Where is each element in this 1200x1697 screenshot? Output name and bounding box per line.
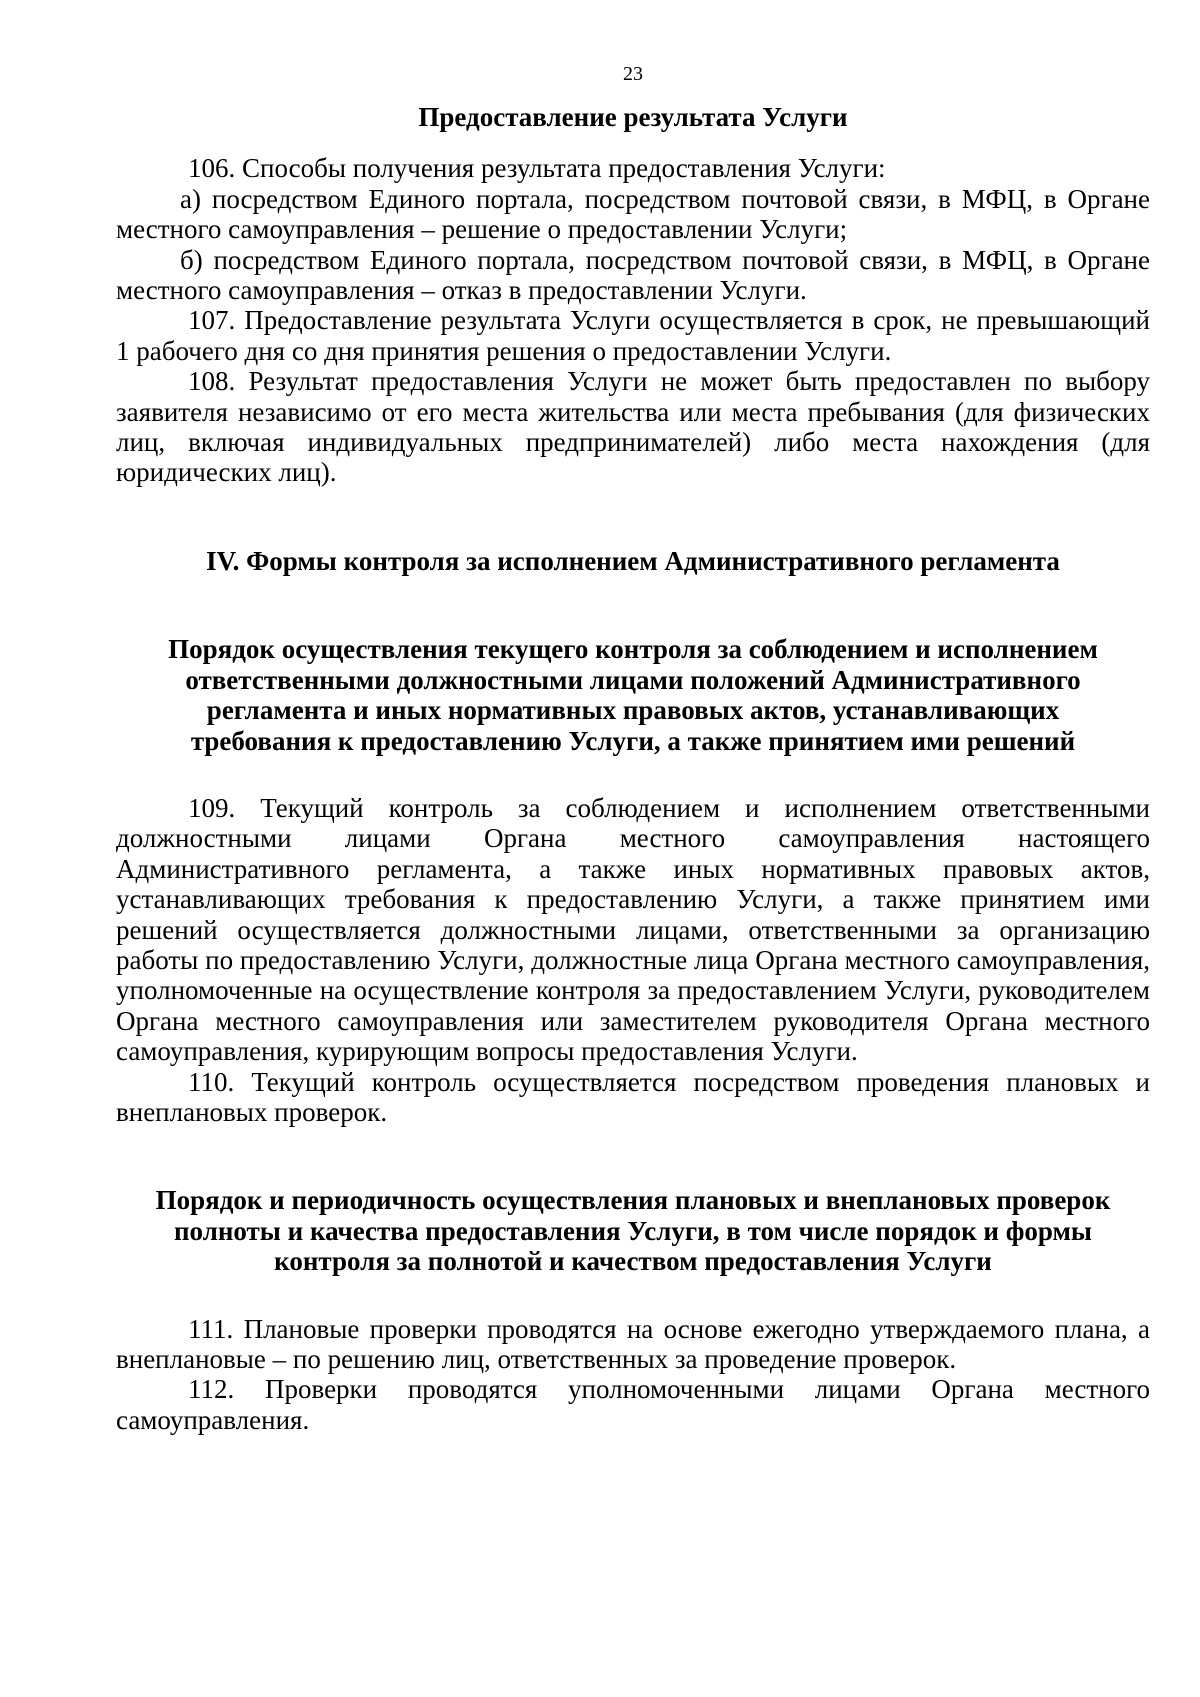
paragraph-106b: б) посредством Единого портала, посредством почтовой связи, в МФЦ, в Органе местного самоуправления – отказ в предоставлении Услуги.: [116, 244, 1150, 306]
document-page: [116, 62, 1150, 1435]
paragraph-110: 110. Текущий контроль осуществляется посредством проведения плановых и внеплановых проверок.: [116, 1066, 1150, 1127]
heading-line: Порядок и периодичность осуществления плановых и внеплановых проверок: [155, 1185, 1111, 1216]
heading-line: Порядок осуществления текущего контроля за соблюдением и исполнением: [168, 634, 1098, 665]
heading-line: регламента и иных нормативных правовых актов, устанавливающих: [206, 695, 1060, 726]
paragraph-106a: а) посредством Единого портала, посредством почтовой связи, в МФЦ, в Органе местного самоуправления – решение о предоставлении Услуги;: [116, 183, 1150, 245]
section-heading-inspections: [116, 1185, 1150, 1276]
chapter-heading-iv: IV. Формы контроля за исполнением Административного регламента: [206, 545, 1060, 576]
paragraph-107: 107. Предоставление результата Услуги осуществляется в срок, не превышающий 1 рабочего дня со дня принятия решения о предоставлении Услуги.: [116, 305, 1150, 366]
paragraph-111: 111. Плановые проверки проводятся на основе ежегодно утверждаемого плана, а внеплановые – по решению лиц, ответственных за проведение проверок.: [116, 1313, 1150, 1374]
heading-line: полноты и качества предоставления Услуги, в том числе порядок и формы: [174, 1215, 1092, 1246]
heading-line: контроля за полнотой и качеством предоставления Услуги: [274, 1246, 992, 1277]
heading-line: ответственными должностными лицами положений Административного: [185, 664, 1081, 695]
heading-line: требования к предоставлению Услуги, а также принятием ими решений: [190, 725, 1076, 756]
paragraph-112: 112. Проверки проводятся уполномоченными лицами Органа местного самоуправления.: [116, 1374, 1150, 1435]
page-number: 23: [623, 63, 643, 85]
paragraph-106: 106. Способы получения результата предоставления Услуги:: [188, 153, 886, 184]
section-heading-result: Предоставление результата Услуги: [418, 102, 848, 132]
section-heading-current-control: [116, 634, 1150, 756]
paragraph-108: 108. Результат предоставления Услуги не может быть предоставлен по выбору заявителя независимо от его места жительства или места пребывания (для физических лиц, включая индивидуальных предпринимателей) либо места нахождения (для юридических лиц).: [116, 366, 1150, 488]
paragraph-109: 109. Текущий контроль за соблюдением и исполнением ответственными должностными лицами Органа местного самоуправления настоящего Административного регламента, а также иных нормативных правовых актов, устанавливающих требования к предоставлению Услуги, а также принятием ими решений осуществляется должностными лицами, ответственными за организацию работы по предоставлению Услуги, должностные лица Органа местного самоуправления, уполномоченные на осуществление контроля за предоставлением Услуги, руководителем Органа местного самоуправления или заместителем руководителя Органа местного самоуправления, курирующим вопросы предоставления Услуги.: [116, 792, 1150, 1067]
